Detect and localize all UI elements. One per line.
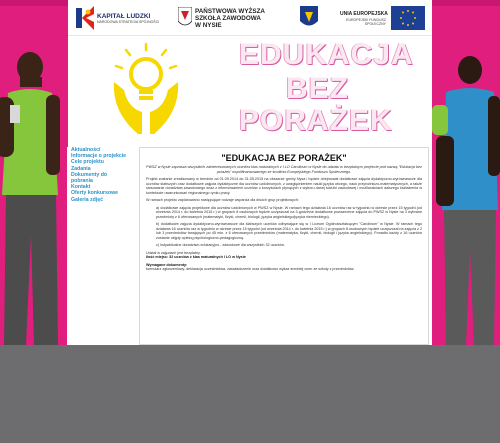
eu-flag-icon — [391, 6, 425, 30]
hero-title-line-3: PORAŻEK — [239, 104, 393, 137]
article-paragraph: b) dodatkowe zajęcia dydaktyczno-wyrównawcze dla ślabszych uczniów odbywające się w I Liceum Ogólnokształcącym "Carolinum" w Nysie. W ramach tego działania 16 uczniów raz w tygodniu w okresie przez 15 tygodni (od września 2014 r. do kwietnia 2015 r.) w grupach 8 osobowych będzie uczęszczał na zajęcia z 2 lub 3 przedmiotów trwających po 45 min. z 6 oferowanych przedmiotów (matematyka, fizyki, chemii, biologii i języka angielskiego). Ponadto każdy z 16 uczniów zostanie objęty opieką psychologiczno-pedagogiczną. — [156, 222, 422, 240]
sidebar-item-informacje[interactable]: Informacje o projekcie — [71, 153, 127, 160]
ue-title: UNIA EUROPEJSKA — [340, 10, 388, 17]
nysa-crest-icon — [300, 6, 318, 30]
sidebar-nav — [71, 147, 137, 203]
unia-europejska-logo[interactable] — [340, 3, 425, 33]
pwsz-logo[interactable] — [178, 3, 265, 33]
sidebar-item-galeria[interactable]: Galeria zdjęć — [71, 196, 104, 203]
article-paragraph: Projekt zostanie zrealizowany w terminie od 01.09.2014 do 31.05.2015 na obszarze gminy Nysa i będzie obejmował dodatkowe zajęcia dydaktyczno-wyrównawcze dla uczniów ślabszych oraz dodatkowe zajęcia dydaktyczne dla uczniów uzdolnionych, z uwzględnieniem nauki języka obcego, nauk przyrodniczo-matematycznych, a także stosowanie doradztwa zawodowego wraz z informowaniem uczniów o korzyściach płynących z wyboru danej ścieżki zawodowej i możliwościach dalszego kształcenia w kontekście uwarunkowań regionalnego rynku pracy. — [146, 177, 422, 195]
article-paragraph: W ramach projektu zaplanowano następujące rodzaje wsparcia dla dwóch grup projektowych: — [146, 198, 299, 202]
sidebar-item-aktualnosci[interactable]: Aktualności — [71, 147, 101, 153]
lightbulb-hands-illustration — [108, 42, 184, 142]
hero-title-line-2: BEZ — [286, 72, 349, 105]
article — [139, 147, 429, 345]
article-paragraph: c) indywidualne doradztwo edukacyjno - zawodowe dla wszystkich 32 uczniów. — [156, 243, 285, 247]
pwsz-line-3: W NYSIE — [195, 21, 222, 29]
sidebar-item-dokumenty[interactable]: Dokumenty do pobrania — [71, 171, 108, 185]
article-title: "EDUKACJA BEZ PORAŻEK" — [221, 153, 347, 163]
kapital-ludzki-logo[interactable] — [76, 3, 159, 33]
sidebar-item-cele[interactable]: Cele projektu — [71, 159, 104, 166]
kapital-ludzki-icon — [76, 6, 94, 30]
article-paragraph — [146, 251, 422, 260]
logo-strip — [68, 0, 432, 36]
content-area — [67, 147, 431, 345]
hero-title-line-1: EDUKACJA — [239, 38, 414, 71]
article-docs-text: formularz zgłoszeniowy, deklaracja uczestnictwa, zaświadczenie oraz dodatkowo wykaz średniej ocen ze szkoły z przedmiotów: — [146, 267, 355, 271]
sidebar-item-zadania[interactable]: Zadania — [71, 165, 91, 172]
article-paragraph — [146, 263, 422, 272]
left-figure-illustration — [0, 45, 68, 345]
article-docs-label: Wymagane dokumenty: — [146, 262, 188, 267]
article-paragraph: a) dodatkowe zajęcia projektowe dla uczniów uzdolnionych w PWSZ w Nysie. W ramach tego działania 16 uczniów raz w tygodniu w okresie przez 15 tygodni (od września 2014 r. do kwietnia 2015 r.) w grupach 8 osobowych będzie uczęszczał na 3-godzinne dodatkowe powszechne zajęcia do PWSZ w Nysie na 3 wybrane przedmioty z 6 oferowanych (matematyki, fizyki, chemii, biologii, języka angielskiego/języka niemieckiego). — [156, 205, 422, 219]
pwsz-crest-icon — [178, 7, 192, 29]
article-free-note: Udział w zajęciach jest bezpłatny. — [146, 250, 201, 255]
right-figure-illustration — [432, 50, 500, 345]
nysa-crest — [300, 3, 318, 33]
sidebar-item-kontakt[interactable]: Kontakt — [71, 184, 91, 191]
kapital-ludzki-title: KAPITAŁ LUDZKI — [97, 12, 151, 20]
ue-subtitle: EUROPEJSKI FUNDUSZ SPOŁECZNY — [346, 17, 386, 26]
article-seats: Ilość miejsc: 32 uczniów z klas maturalnych I LO w Nysie — [146, 255, 246, 259]
kapital-ludzki-subtitle: NARODOWA STRATEGIA SPÓJNOŚCI — [97, 19, 160, 24]
article-intro: PWSZ w Nysie zaprasza wszystkich zainteresowanych uczniów klas maturalnych z I LO Carolinum w Nysie do udziału w bezpłatnym projekcie pod nazwą "Edukacja bez porażek" współfinansowanego ze środków Europejskiego Funduszu Społecznego. — [146, 165, 422, 174]
pwsz-line-2: SZKOŁA ZAWODOWA — [195, 14, 261, 22]
sidebar-item-oferty[interactable]: Oferty konkursowe — [71, 190, 118, 197]
pwsz-line-1: PAŃSTWOWA WYŻSZA — [195, 7, 265, 15]
footer-band — [0, 345, 500, 443]
pwsz-name — [195, 8, 265, 29]
